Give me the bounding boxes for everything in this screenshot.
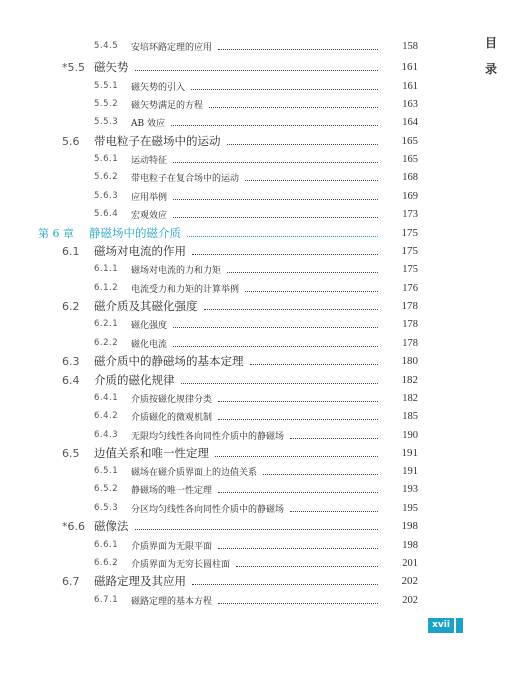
- toc-leader-dots: [290, 438, 378, 439]
- toc-entry-page: 198: [402, 539, 418, 551]
- toc-entry-title: 磁场对电流的力和力矩: [131, 265, 222, 276]
- toc-entry-number: 5.6.2: [94, 172, 119, 182]
- toc-entry-number: 5.4.5: [94, 41, 119, 51]
- toc-entry-page: 201: [402, 557, 418, 569]
- toc-leader-dots: [209, 107, 378, 108]
- toc-entry-title: 磁矢势满足的方程: [131, 100, 204, 111]
- toc-entry-number: 6.7: [62, 574, 80, 588]
- toc-entry-title: 磁化强度: [131, 320, 168, 331]
- toc-entry-page: 182: [401, 374, 418, 386]
- toc-entry: [0, 261, 520, 277]
- toc-entry-page: 163: [402, 98, 418, 110]
- toc-entry-page: 185: [402, 410, 418, 422]
- toc-entry-page: 158: [402, 40, 418, 52]
- toc-entry-title: 介质磁化的微观机制: [131, 412, 213, 423]
- toc-leader-dots: [135, 529, 378, 530]
- toc-entry-page: 178: [402, 337, 418, 349]
- toc-leader-dots: [218, 401, 378, 402]
- toc-entry-number: 5.5.2: [94, 99, 119, 109]
- toc-entry-number: 第 6 章: [38, 227, 74, 240]
- toc-entry-number: *6.6: [62, 519, 85, 533]
- toc-leader-dots: [236, 566, 378, 567]
- toc-leader-dots: [215, 456, 378, 457]
- toc-entry-number: 6.5.2: [94, 484, 119, 494]
- toc-leader-dots: [173, 162, 378, 163]
- toc-entry: [0, 188, 520, 204]
- toc-entry: [0, 206, 520, 222]
- toc-entry-title: 边值关系和唯一性定理: [94, 446, 209, 460]
- toc-entry-page: 202: [402, 594, 418, 606]
- running-title-char: 目: [484, 36, 497, 50]
- toc-entry-title: 磁场对电流的作用: [94, 244, 186, 258]
- toc-entry: [0, 573, 520, 589]
- toc-entry-number: 6.4.2: [94, 411, 119, 421]
- toc-entry-number: 6.1.2: [94, 283, 119, 293]
- toc-entry-page: 168: [402, 171, 418, 183]
- toc-entry-title: 介质界面为无穷长圆柱面: [131, 559, 231, 570]
- toc-entry-title: 磁化电流: [131, 339, 168, 350]
- toc-entry: [0, 280, 520, 296]
- toc-entry-page: 180: [401, 355, 418, 367]
- toc-leader-dots: [218, 548, 378, 549]
- toc-leader-dots: [245, 180, 378, 181]
- toc-leader-dots: [290, 511, 378, 512]
- toc-entry: [0, 335, 520, 351]
- toc-entry: [0, 353, 520, 369]
- toc-entry-page: 175: [401, 227, 418, 239]
- toc-entry: [0, 169, 520, 185]
- toc-entry-page: 161: [401, 61, 418, 73]
- toc-leader-dots: [135, 70, 378, 71]
- toc-leader-dots: [218, 492, 378, 493]
- toc-leader-dots: [263, 474, 378, 475]
- toc-entry-title: 带电粒子在磁场中的运动: [94, 134, 221, 148]
- toc-entry: [0, 500, 520, 516]
- toc-entry: [0, 38, 520, 54]
- toc-entry-title: 带电粒子在复合场中的运动: [131, 173, 240, 184]
- toc-entry-number: 6.6.1: [94, 540, 119, 550]
- toc-leader-dots: [173, 217, 378, 218]
- toc-leader-dots: [173, 199, 378, 200]
- page-tab-bar: [456, 618, 463, 633]
- toc-entry: [0, 518, 520, 534]
- toc-entry: [0, 463, 520, 479]
- toc-leader-dots: [187, 236, 378, 237]
- toc-leader-dots: [227, 144, 378, 145]
- toc-entry-page: 173: [402, 208, 418, 220]
- toc-entry: [0, 408, 520, 424]
- toc-entry-page: 178: [402, 318, 418, 330]
- toc-entry-page: 182: [402, 392, 418, 404]
- toc-entry-number: 6.4: [62, 373, 80, 387]
- toc-leader-dots: [218, 49, 378, 50]
- toc-entry-title: 无限均匀线性各向同性介质中的静磁场: [131, 431, 285, 442]
- toc-entry-title: 磁矢势: [94, 60, 129, 74]
- toc-entry-title: 介质界面为无限平面: [131, 541, 213, 552]
- toc-entry: [0, 96, 520, 112]
- toc-entry-title: 静磁场的唯一性定理: [131, 485, 213, 496]
- toc-entry-title: 分区均匀线性各向同性介质中的静磁场: [131, 504, 285, 515]
- toc-entry-page: 175: [401, 245, 418, 257]
- toc-leader-dots: [204, 309, 378, 310]
- toc-entry-number: 6.7.1: [94, 595, 119, 605]
- toc-entry: [0, 225, 520, 241]
- toc-leader-dots: [181, 383, 378, 384]
- toc-entry-title: 介质按磁化规律分类: [131, 394, 213, 405]
- toc-entry-number: 6.2: [62, 299, 80, 313]
- toc-entry: [0, 481, 520, 497]
- toc-leader-dots: [192, 254, 378, 255]
- toc-entry: [0, 390, 520, 406]
- toc-entry-title: 磁矢势的引入: [131, 82, 186, 93]
- toc-entry-number: 5.6.1: [94, 154, 119, 164]
- toc-entry-page: 169: [402, 190, 418, 202]
- toc-entry-title: 磁介质及其磁化强度: [94, 299, 198, 313]
- toc-entry-page: 198: [401, 520, 418, 532]
- toc-leader-dots: [250, 364, 378, 365]
- running-title-char: 录: [484, 62, 497, 76]
- toc-entry: [0, 59, 520, 75]
- toc-entry-number: 5.6: [62, 134, 80, 148]
- toc-entry-number: 6.1.1: [94, 264, 119, 274]
- toc-entry-title: AB 效应: [131, 118, 165, 129]
- toc-entry: [0, 133, 520, 149]
- toc-entry-title: 电流受力和力矩的计算举例: [131, 284, 240, 295]
- toc-entry-number: 5.5.3: [94, 117, 119, 127]
- toc-leader-dots: [218, 419, 378, 420]
- toc-leader-dots: [218, 603, 378, 604]
- toc-leader-dots: [245, 291, 378, 292]
- toc-entry-page: 178: [401, 300, 418, 312]
- toc-entry-number: 6.3: [62, 354, 80, 368]
- toc-entry-page: 195: [402, 502, 418, 514]
- toc-leader-dots: [192, 584, 378, 585]
- toc-leader-dots: [173, 346, 378, 347]
- page-number-tab: xvii: [428, 618, 454, 633]
- toc-entry: [0, 78, 520, 94]
- toc-leader-dots: [171, 125, 378, 126]
- toc-entry-page: 164: [402, 116, 418, 128]
- toc-entry-page: 161: [402, 80, 418, 92]
- toc-entry-number: *5.5: [62, 60, 85, 74]
- toc-entry-number: 6.2.2: [94, 338, 119, 348]
- toc-entry-number: 6.5.1: [94, 466, 119, 476]
- toc-entry-page: 193: [402, 483, 418, 495]
- toc-entry: [0, 445, 520, 461]
- toc-entry-title: 宏观效应: [131, 210, 168, 221]
- toc-entry-title: 磁路定理及其应用: [94, 574, 186, 588]
- toc-entry-page: 191: [402, 465, 418, 477]
- toc-entry-title: 静磁场中的磁介质: [89, 226, 181, 240]
- toc-entry-page: 202: [401, 575, 418, 587]
- toc-entry: [0, 427, 520, 443]
- toc-leader-dots: [227, 272, 378, 273]
- toc-entry-title: 运动特征: [131, 155, 168, 166]
- toc-entry-number: 5.5.1: [94, 81, 119, 91]
- toc-entry: [0, 243, 520, 259]
- toc-entry: [0, 372, 520, 388]
- toc-entry: [0, 537, 520, 553]
- toc-entry-number: 5.6.4: [94, 209, 119, 219]
- toc-entry-title: 磁场在磁介质界面上的边值关系: [131, 467, 258, 478]
- toc-entry: [0, 151, 520, 167]
- toc-entry: [0, 592, 520, 608]
- toc-leader-dots: [173, 327, 378, 328]
- toc-entry-title: 磁像法: [94, 519, 129, 533]
- toc-entry-page: 176: [402, 282, 418, 294]
- toc-entry-number: 6.1: [62, 244, 80, 258]
- toc-entry-title: 磁介质中的静磁场的基本定理: [94, 354, 244, 368]
- toc-entry-page: 190: [402, 429, 418, 441]
- toc-entry: [0, 298, 520, 314]
- toc-entry-title: 介质的磁化规律: [94, 373, 175, 387]
- toc-entry: [0, 555, 520, 571]
- toc-entry-title: 磁路定理的基本方程: [131, 596, 213, 607]
- toc-entry-number: 6.4.3: [94, 430, 119, 440]
- toc-entry-number: 6.5: [62, 446, 80, 460]
- toc-entry-number: 6.4.1: [94, 393, 119, 403]
- toc-entry-title: 安培环路定理的应用: [131, 42, 213, 53]
- toc-entry-number: 5.6.3: [94, 191, 119, 201]
- toc-entry: [0, 316, 520, 332]
- toc-entry-title: 应用举例: [131, 192, 168, 203]
- toc-entry-number: 6.6.2: [94, 558, 119, 568]
- toc-entry-page: 175: [402, 263, 418, 275]
- toc-entry: [0, 114, 520, 130]
- toc-entry-page: 165: [402, 153, 418, 165]
- toc-entry-page: 165: [401, 135, 418, 147]
- toc-entry-number: 6.5.3: [94, 503, 119, 513]
- toc-entry-page: 191: [401, 447, 418, 459]
- toc-entry-number: 6.2.1: [94, 319, 119, 329]
- toc-leader-dots: [191, 89, 378, 90]
